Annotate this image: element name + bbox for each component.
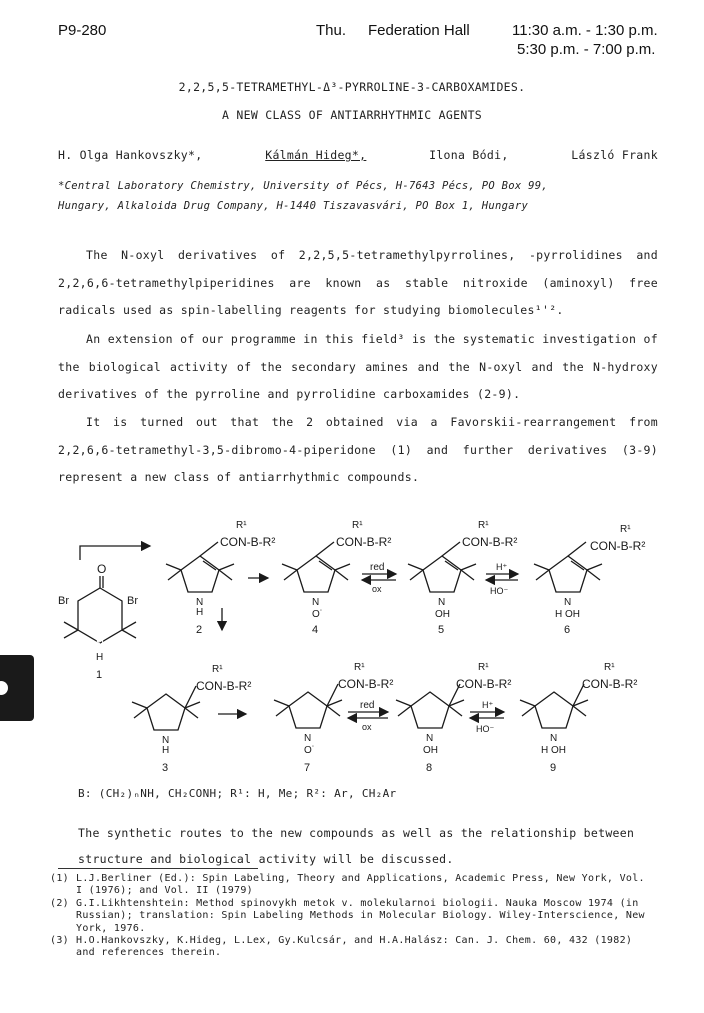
reference-item: (1) L.J.Berliner (Ed.): Spin Labeling, Theory and Applications, Academic Press, New York, Vol. I (1976); and Vol. II (1979)	[50, 873, 645, 897]
compound-1	[58, 562, 138, 681]
substituent-legend: B: (CH₂)ₙNH, CH₂CONH; R¹: H, Me; R²: Ar, CH₂Ar	[78, 787, 397, 800]
svg-text:R¹: R¹	[212, 664, 223, 675]
redox-equilibrium-row-2	[348, 700, 388, 732]
favorskii-arrow	[80, 546, 150, 560]
svg-text:N: N	[196, 597, 204, 608]
svg-text:CON-B-R²: CON-B-R²	[462, 535, 518, 549]
svg-text:O˙: O˙	[312, 609, 324, 620]
paper-title-line-1: 2,2,5,5-TETRAMETHYL-Δ³-PYRROLINE-3-CARBOXAMIDES.	[178, 80, 526, 94]
acid-base-equilibrium-row-2	[470, 700, 504, 734]
compound-label-4: 4	[312, 624, 319, 636]
body-paragraph-1: The N-oxyl derivatives of 2,2,5,5-tetramethylpyrrolines, -pyrrolidines and 2,2,6,6-tetramethylpiperidines are known as stable nitroxide (aminoxyl) free radicals used as spin-labelling reagents for studying biomolecules¹'².	[58, 248, 658, 317]
svg-text:H OH: H OH	[555, 609, 580, 620]
reference-list	[50, 873, 650, 960]
paper-title-line-2: A NEW CLASS OF ANTIARRHYTHMIC AGENTS	[221, 108, 483, 122]
svg-text:CON-B-R²: CON-B-R²	[582, 677, 638, 691]
svg-text:OH: OH	[423, 745, 438, 756]
svg-text:HO⁻: HO⁻	[476, 724, 495, 734]
svg-text:H⁺: H⁺	[482, 700, 494, 710]
affiliation-line-2: Hungary, Alkaloida Drug Company, H-1440 Tiszavasvári, PO Box 1, Hungary	[58, 200, 529, 212]
svg-text:CON-B-R²: CON-B-R²	[590, 539, 646, 553]
compound-label-1: 1	[96, 669, 103, 681]
author-4: László Frank	[571, 148, 658, 162]
compound-6	[534, 524, 645, 636]
svg-text:R¹: R¹	[620, 524, 631, 535]
session-time-2: 5:30 p.m. - 7:00 p.m.	[517, 41, 656, 58]
svg-text:HO⁻: HO⁻	[490, 586, 509, 596]
session-venue: Federation Hall	[368, 22, 470, 39]
compound-3	[132, 664, 251, 774]
acid-base-equilibrium-row-1	[486, 562, 518, 596]
session-time-1: 11:30 a.m. - 1:30 p.m.	[512, 22, 658, 39]
svg-text:N: N	[438, 597, 446, 608]
bromine-label-left: Br	[58, 595, 69, 607]
svg-text:N: N	[162, 735, 170, 746]
compound-label-8: 8	[426, 762, 433, 774]
compound-label-9: 9	[550, 762, 557, 774]
redox-equilibrium-row-1	[362, 562, 396, 594]
author-1: H. Olga Hankovszky*,	[58, 148, 203, 162]
svg-text:R¹: R¹	[236, 520, 247, 531]
author-2-presenting: Kálmán Hideg*,	[265, 148, 367, 162]
svg-text:CON-B-R²: CON-B-R²	[220, 535, 276, 549]
bromine-label-right: Br	[127, 595, 138, 607]
compound-label-5: 5	[438, 624, 445, 636]
ring-nh-label: H	[96, 652, 104, 663]
svg-text:N: N	[312, 597, 320, 608]
svg-text:CON-B-R²: CON-B-R²	[338, 677, 394, 691]
carbonyl-oxygen-label: O	[97, 562, 107, 576]
session-schedule	[316, 22, 676, 58]
author-list	[58, 148, 658, 162]
compound-4	[282, 520, 391, 636]
svg-text:H: H	[196, 607, 204, 618]
affiliation-line-1: *Central Laboratory Chemistry, University of Pécs, H-7643 Pécs, PO Box 99,	[58, 180, 548, 192]
svg-text:N: N	[96, 639, 104, 651]
svg-text:CON-B-R²: CON-B-R²	[456, 677, 512, 691]
svg-text:R¹: R¹	[354, 662, 365, 673]
svg-text:CON-B-R²: CON-B-R²	[196, 679, 252, 693]
session-day: Thu.	[316, 22, 347, 39]
svg-text:N: N	[426, 733, 434, 744]
svg-text:red: red	[370, 562, 385, 573]
reference-item: (3) H.O.Hankovszky, K.Hideg, L.Lex, Gy.Kulcsár, and H.A.Halász: Can. J. Chem. 60, 432 (1982) and references therein.	[50, 935, 633, 959]
svg-text:ox: ox	[372, 584, 382, 594]
svg-text:R¹: R¹	[478, 520, 489, 531]
svg-text:OH: OH	[435, 609, 450, 620]
compound-5	[408, 520, 517, 636]
body-paragraph-2: An extension of our programme in this field³ is the systematic investigation of the biological activity of the secondary amines and the N-oxyl and the N-hydroxy derivatives of the pyrroline and pyrrolidine carboxamides (2-9).	[58, 332, 658, 401]
compound-label-6: 6	[564, 624, 571, 636]
svg-text:ox: ox	[362, 722, 372, 732]
svg-text:R¹: R¹	[478, 662, 489, 673]
page-edge-tab	[0, 655, 34, 721]
compound-9	[520, 662, 637, 774]
footnote-divider	[58, 868, 258, 869]
closing-paragraph: The synthetic routes to the new compounds as well as the relationship between structure and biological activity will be discussed.	[78, 826, 635, 866]
body-paragraph-3: It is turned out that the 2 obtained via a Favorskii-rearrangement from 2,2,6,6-tetramethyl-3,5-dibromo-4-piperidone (1) and further derivatives (3-9) represent a new class of antiarrhythmic compounds.	[58, 415, 658, 484]
svg-text:O˙: O˙	[304, 745, 316, 756]
svg-text:R¹: R¹	[352, 520, 363, 531]
svg-text:H OH: H OH	[541, 745, 566, 756]
svg-text:N: N	[550, 733, 558, 744]
svg-text:R¹: R¹	[604, 662, 615, 673]
svg-text:H: H	[162, 745, 170, 756]
compound-label-3: 3	[162, 762, 169, 774]
svg-text:N: N	[564, 597, 572, 608]
svg-text:H⁺: H⁺	[496, 562, 508, 572]
reaction-scheme	[58, 508, 678, 778]
author-3: Ilona Bódi,	[429, 148, 509, 162]
compound-label-7: 7	[304, 762, 311, 774]
abstract-code: P9-280	[58, 22, 107, 39]
reference-item: (2) G.I.Likhtenshtein: Method spinovykh metok v. molekularnoi biologii. Nauka Moscow 1974 (in Russian); translation: Spin Labeling Methods in Molecular Biology. Wiley-Interscience, New York, 1976.	[50, 897, 645, 934]
svg-text:N: N	[304, 733, 312, 744]
svg-text:red: red	[360, 700, 375, 711]
compound-label-2: 2	[196, 624, 203, 636]
svg-text:CON-B-R²: CON-B-R²	[336, 535, 392, 549]
